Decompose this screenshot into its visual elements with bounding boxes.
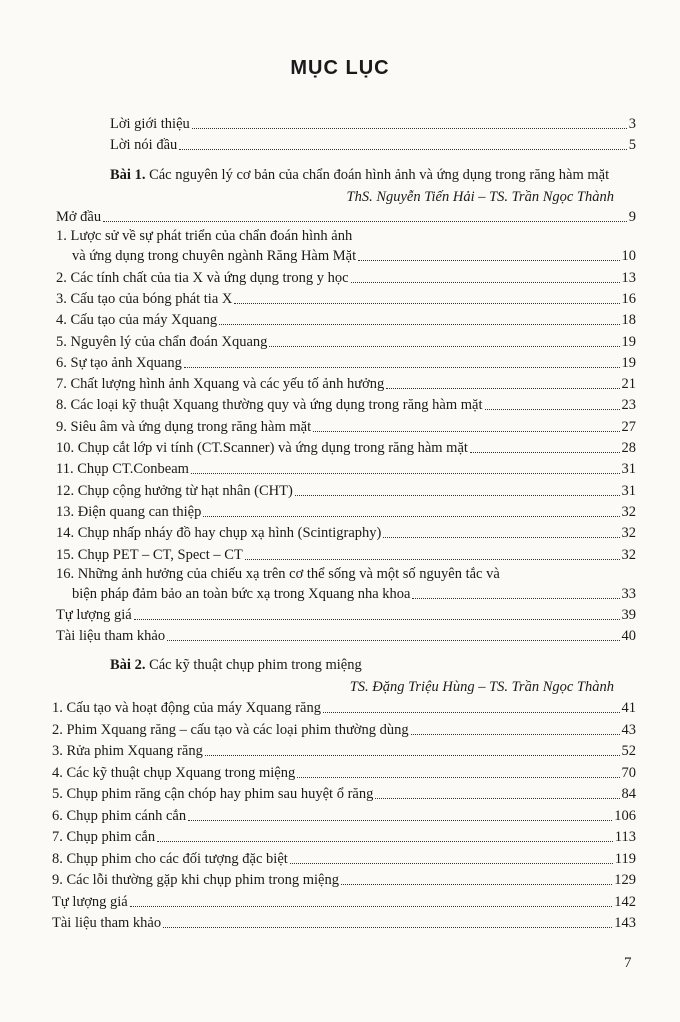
- toc-entry-label: 6. Sự tạo ảnh Xquang: [56, 354, 182, 371]
- toc-entry-label: 3. Rửa phim Xquang răng: [52, 743, 203, 759]
- leader-dots: [485, 408, 620, 410]
- toc-entry: [52, 826, 636, 846]
- leader-dots: [358, 259, 619, 261]
- leader-dots: [323, 711, 620, 713]
- leader-dots: [134, 618, 620, 620]
- lesson-heading: [110, 166, 609, 184]
- toc-entry-label: 13. Điện quang can thiệp: [56, 503, 202, 520]
- toc-entry: [56, 352, 636, 372]
- leader-dots: [383, 536, 619, 538]
- toc-entry: [56, 501, 636, 521]
- leader-dots: [179, 148, 626, 150]
- toc-entry: [52, 719, 636, 739]
- toc-entry-label: 4. Các kỹ thuật chụp Xquang trong miệng: [52, 764, 296, 781]
- leader-dots: [351, 281, 620, 283]
- toc-entry-label-line: 1. Lược sử về sự phát triển của chẩn đoán hình ảnh: [56, 228, 353, 245]
- toc-entry-label: 2. Các tính chất của tia X và ứng dụng trong y học: [56, 269, 349, 286]
- toc-entry-label: 2. Phim Xquang răng – cấu tạo và các loại phim thường dùng: [52, 721, 409, 738]
- leader-dots: [163, 926, 612, 928]
- toc-entry-label: 4. Cấu tạo của máy Xquang: [56, 312, 218, 329]
- toc-entry-page: 31: [621, 482, 636, 499]
- toc-entry-page: 31: [621, 461, 636, 478]
- toc-entry-page: 5: [628, 137, 636, 153]
- toc-entry: [72, 583, 636, 603]
- toc-entry: [52, 805, 636, 825]
- leader-dots: [245, 558, 620, 560]
- toc-entry: [56, 437, 636, 457]
- toc-entry-label: Mở đầu: [56, 209, 102, 225]
- leader-dots: [411, 733, 620, 735]
- leader-dots: [269, 345, 619, 347]
- toc-entry-page: 43: [621, 721, 636, 738]
- toc-entry: [56, 625, 636, 645]
- toc-entry-label: 9. Siêu âm và ứng dụng trong răng hàm mặt: [56, 418, 312, 435]
- lesson-authors: ThS. Nguyễn Tiến Hải – TS. Trần Ngọc Thành: [346, 189, 614, 205]
- toc-entry: [56, 206, 636, 226]
- toc-entry: [56, 416, 636, 436]
- lesson-title: Các nguyên lý cơ bản của chẩn đoán hình ảnh và ứng dụng trong răng hàm mặt: [149, 167, 610, 183]
- toc-entry-page: 33: [621, 585, 636, 602]
- toc-entry-label: 15. Chụp PET – CT, Spect – CT: [56, 546, 243, 563]
- leader-dots: [297, 776, 619, 778]
- toc-entry: [56, 544, 636, 564]
- leader-dots: [167, 639, 619, 641]
- toc-entry: [56, 373, 636, 393]
- toc-entry: [56, 394, 636, 414]
- toc-entry-page: 32: [621, 525, 636, 542]
- toc-entry-label: 12. Chụp cộng hưởng từ hạt nhân (CHT): [56, 482, 293, 499]
- toc-entry-label: 1. Cấu tạo và hoạt động của máy Xquang răng: [52, 700, 321, 716]
- toc-entry: [72, 245, 636, 265]
- leader-dots: [295, 494, 620, 496]
- toc-entry-label-line: 16. Những ảnh hưởng của chiếu xạ trên cơ thể sống và một số nguyên tắc và: [56, 565, 500, 582]
- leader-dots: [412, 597, 619, 599]
- toc-entry-page: 32: [621, 546, 636, 563]
- toc-entry-page: 41: [621, 700, 636, 716]
- toc-entry: [52, 912, 636, 932]
- toc-entry: [52, 740, 636, 760]
- toc-entry: [52, 848, 636, 868]
- toc-entry-label: 5. Chụp phim răng cận chóp hay phim sau huyệt ổ răng: [52, 786, 374, 802]
- toc-entry-page: 106: [614, 807, 636, 824]
- toc-entry-page: 27: [621, 418, 636, 435]
- toc-entry-page: 10: [621, 248, 636, 265]
- toc-entry-label: Lời giới thiệu: [110, 116, 190, 132]
- leader-dots: [290, 862, 613, 864]
- toc-entry-page: 119: [614, 850, 636, 867]
- toc-entry-label: 11. Chụp CT.Conbeam: [56, 461, 189, 478]
- toc-entry: [56, 604, 636, 624]
- toc-entry-page: 113: [614, 829, 636, 845]
- leader-dots: [103, 220, 627, 222]
- toc-entry-page: 40: [621, 628, 636, 645]
- toc-entry-page: 13: [621, 269, 636, 286]
- toc-entry: [56, 288, 636, 308]
- toc-entry-page: 32: [621, 503, 636, 520]
- toc-entry: [110, 134, 636, 154]
- toc-entry-page: 129: [614, 872, 636, 888]
- leader-dots: [234, 302, 619, 304]
- lesson-authors: TS. Đặng Triệu Hùng – TS. Trần Ngọc Thành: [349, 679, 614, 695]
- toc-entry-label: Tài liệu tham khảo: [56, 628, 166, 645]
- toc-entry-page: 142: [614, 893, 636, 910]
- toc-entry: [52, 783, 636, 803]
- lesson-heading: [110, 656, 362, 674]
- toc-entry-page: 18: [621, 312, 636, 329]
- leader-dots: [375, 797, 619, 799]
- toc-entry: [110, 113, 636, 133]
- leader-dots: [470, 451, 620, 453]
- toc-entry-page: 19: [621, 354, 636, 371]
- leader-dots: [219, 323, 619, 325]
- toc-entry-page: 3: [628, 116, 636, 132]
- leader-dots: [188, 819, 612, 821]
- lesson-prefix: Bài 1.: [110, 167, 146, 183]
- toc-entry: [56, 458, 636, 478]
- lesson-title: Các kỹ thuật chụp phim trong miệng: [149, 657, 362, 673]
- page-number: 7: [624, 955, 632, 971]
- leader-dots: [191, 472, 620, 474]
- toc-entry-page: 39: [621, 607, 636, 624]
- leader-dots: [341, 883, 612, 885]
- leader-dots: [313, 430, 619, 432]
- toc-entry: [56, 267, 636, 287]
- leader-dots: [205, 754, 620, 756]
- toc-entry-page: 52: [621, 743, 636, 759]
- toc-entry-label: 9. Các lỗi thường gặp khi chụp phim trong miệng: [52, 872, 339, 888]
- toc-entry: [52, 697, 636, 717]
- toc-entry-label: và ứng dụng trong chuyên ngành Răng Hàm Mặt: [72, 248, 357, 265]
- toc-entry-label: 10. Chụp cắt lớp vi tính (CT.Scanner) và ứng dụng trong răng hàm mặt: [56, 440, 468, 456]
- toc-entry-label: 6. Chụp phim cánh cắn: [52, 807, 187, 824]
- toc-entry-page: 70: [621, 764, 636, 781]
- toc-entry-page: 19: [621, 333, 636, 350]
- toc-entry-page: 23: [621, 397, 636, 414]
- toc-entry: [56, 309, 636, 329]
- toc-entry-page: 28: [621, 440, 636, 456]
- toc-entry-label: 5. Nguyên lý của chẩn đoán Xquang: [56, 333, 268, 350]
- toc-entry-page: 143: [614, 915, 636, 931]
- toc-entry: [56, 331, 636, 351]
- toc-entry-label: Lời nói đầu: [110, 137, 178, 153]
- toc-entry-label: 7. Chụp phim cắn: [52, 829, 156, 845]
- toc-entry-page: 21: [621, 376, 636, 393]
- leader-dots: [192, 127, 627, 129]
- toc-entry-page: 84: [621, 786, 636, 802]
- leader-dots: [184, 366, 620, 368]
- toc-entry-label: 7. Chất lượng hình ảnh Xquang và các yếu tố ảnh hưởng: [56, 376, 385, 393]
- leader-dots: [130, 905, 613, 907]
- toc-entry: [52, 762, 636, 782]
- toc-entry-page: 9: [628, 209, 636, 225]
- toc-entry: [52, 869, 636, 889]
- toc-entry: [52, 891, 636, 911]
- toc-entry-label: 8. Chụp phim cho các đối tượng đặc biệt: [52, 850, 288, 867]
- toc-entry: [56, 480, 636, 500]
- leader-dots: [203, 515, 619, 517]
- toc-entry-label: Tài liệu tham khảo: [52, 915, 162, 931]
- toc-entry-page: 16: [621, 290, 636, 307]
- toc-entry-label: 8. Các loại kỹ thuật Xquang thường quy và ứng dụng trong răng hàm mặt: [56, 397, 483, 414]
- leader-dots: [386, 387, 619, 389]
- page-title: MỤC LỤC: [290, 57, 390, 79]
- toc-entry-label: 3. Cấu tạo của bóng phát tia X: [56, 290, 233, 307]
- toc-entry-label: Tự lượng giá: [52, 893, 128, 910]
- toc-entry-label: biện pháp đảm bảo an toàn bức xạ trong Xquang nha khoa: [72, 585, 411, 602]
- leader-dots: [157, 840, 613, 842]
- toc-entry-label: Tự lượng giá: [56, 607, 132, 624]
- toc-entry-label: 14. Chụp nhấp nháy đồ hay chụp xạ hình (Scintigraphy): [56, 525, 382, 542]
- toc-entry: [56, 522, 636, 542]
- lesson-prefix: Bài 2.: [110, 657, 146, 673]
